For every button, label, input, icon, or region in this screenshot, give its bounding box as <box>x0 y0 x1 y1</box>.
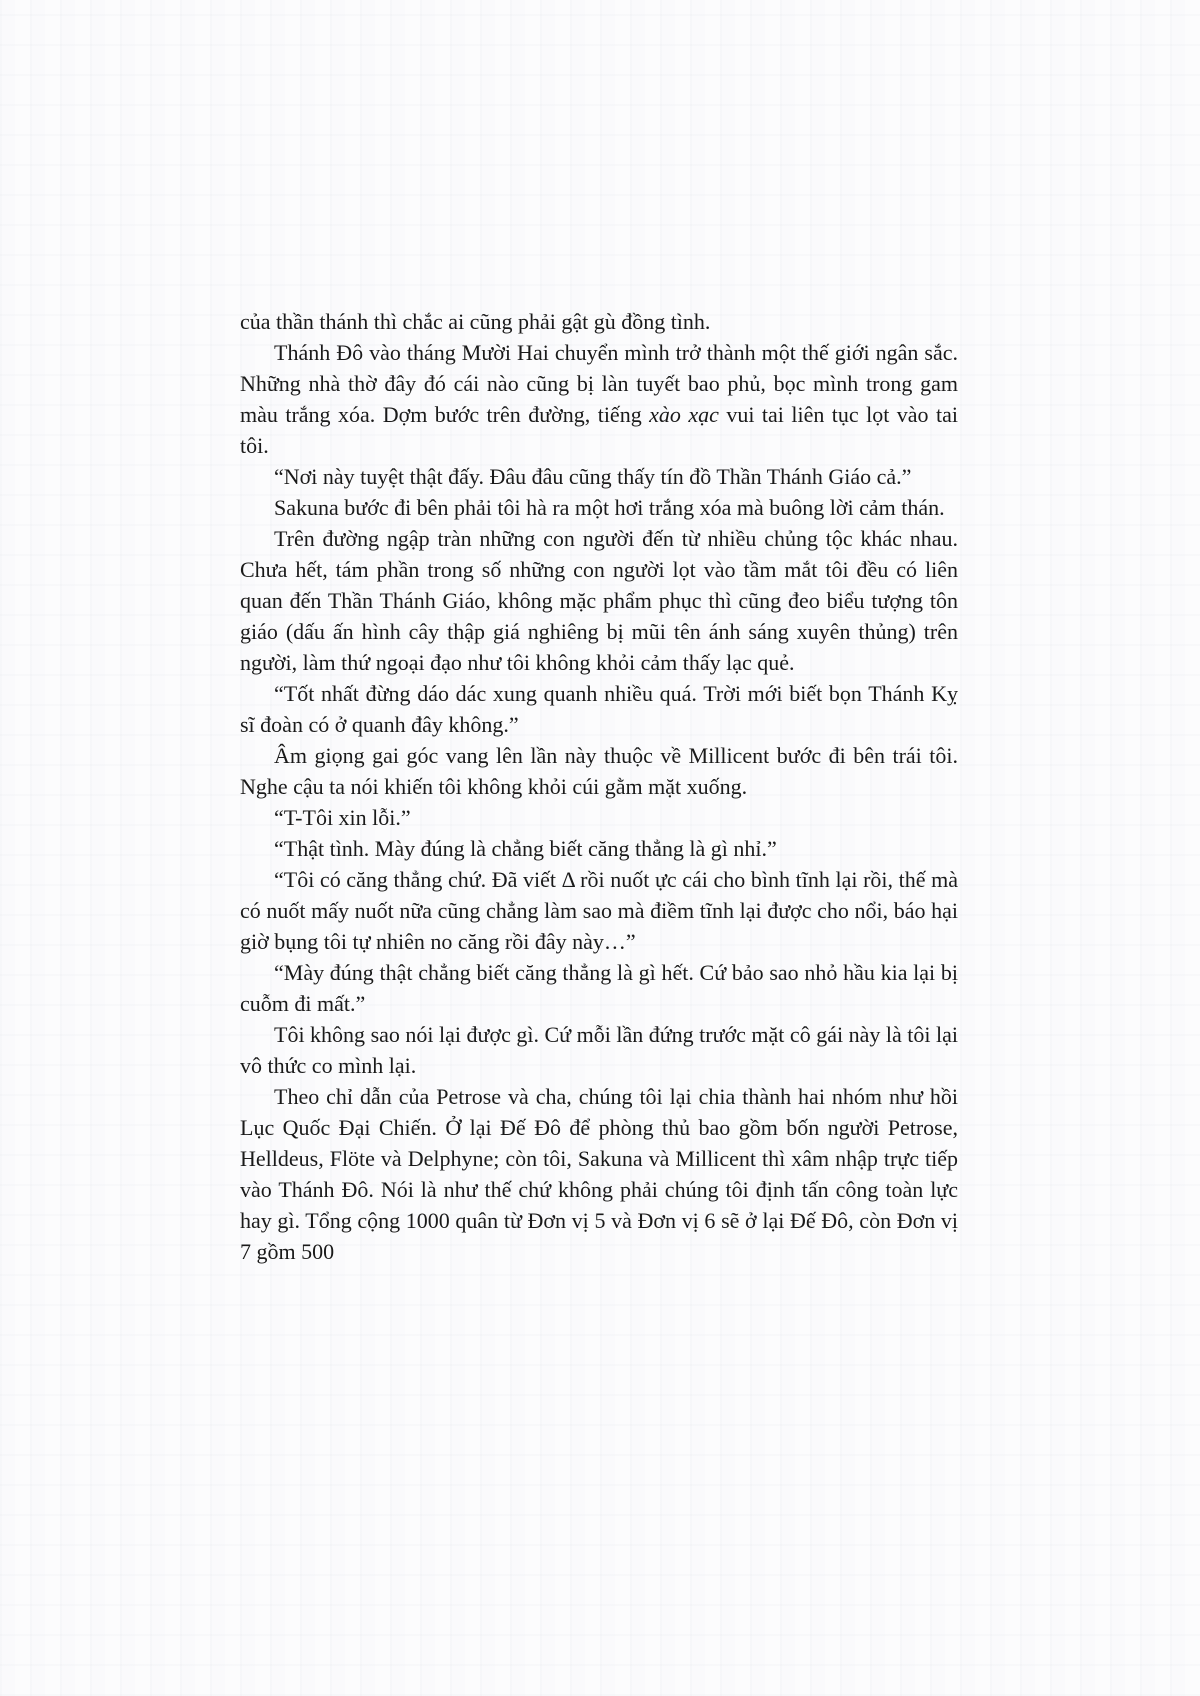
paragraph <box>240 492 958 523</box>
text-segment: của thần thánh thì chắc ai cũng phải gật gù đồng tình. <box>240 309 711 334</box>
paragraph <box>240 337 958 461</box>
paragraph <box>240 523 958 678</box>
text-segment: “Thật tình. Mày đúng là chẳng biết căng thẳng là gì nhỉ.” <box>274 836 777 861</box>
paragraph <box>240 833 958 864</box>
text-segment: vui tai liên tục lọt vào tai tôi. <box>240 402 958 458</box>
text-segment: Thánh Đô vào tháng Mười Hai chuyển mình trở thành một thế giới ngân sắc. Những nhà thờ đây đó cái nào cũng bị làn tuyết bao phủ, bọc mình trong gam màu trắng xóa. Dợm bước trên đường, tiếng <box>240 340 958 427</box>
text-segment: Theo chỉ dẫn của Petrose và cha, chúng tôi lại chia thành hai nhóm như hồi Lục Quốc Đại Chiến. Ở lại Đế Đô để phòng thủ bao gồm bốn người Petrose, Helldeus, Flöte và Delphyne; còn tôi, Sakuna và Millicent thì xâm nhập trực tiếp vào Thánh Đô. Nói là như thế chứ không phải chúng tôi định tấn công toàn lực hay gì. Tổng cộng 1000 quân từ Đơn vị 5 và Đơn vị 6 sẽ ở lại Đế Đô, còn Đơn vị 7 gồm 500 <box>240 1084 958 1264</box>
paragraph <box>240 957 958 1019</box>
text-segment: Trên đường ngập tràn những con người đến từ nhiều chủng tộc khác nhau. Chưa hết, tám phần trong số những con người lọt vào tầm mắt tôi đều có liên quan đến Thần Thánh Giáo, không mặc phẩm phục thì cũng đeo biểu tượng tôn giáo (dấu ấn hình cây thập giá nghiêng bị mũi tên ánh sáng xuyên thủng) trên người, làm thứ ngoại đạo như tôi không khỏi cảm thấy lạc quẻ. <box>240 526 958 675</box>
paragraph <box>240 864 958 957</box>
paragraph <box>240 1081 958 1267</box>
paragraph <box>240 306 958 337</box>
paragraph <box>240 461 958 492</box>
text-segment: “Mày đúng thật chẳng biết căng thẳng là gì hết. Cứ bảo sao nhỏ hầu kia lại bị cuỗm đi mất.” <box>240 960 958 1016</box>
text-segment: “Tốt nhất đừng dáo dác xung quanh nhiều quá. Trời mới biết bọn Thánh Kỵ sĩ đoàn có ở quanh đây không.” <box>240 681 958 737</box>
text-segment: Sakuna bước đi bên phải tôi hà ra một hơi trắng xóa mà buông lời cảm thán. <box>274 495 945 520</box>
paragraph <box>240 740 958 802</box>
paragraph <box>240 802 958 833</box>
text-segment: “Nơi này tuyệt thật đấy. Đâu đâu cũng thấy tín đồ Thần Thánh Giáo cả.” <box>274 464 912 489</box>
text-segment: “Tôi có căng thẳng chứ. Đã viết Δ rồi nuốt ực cái cho bình tĩnh lại rồi, thế mà có nuốt mấy nuốt nữa cũng chẳng làm sao mà điềm tĩnh lại được cho nổi, báo hại giờ bụng tôi tự nhiên no căng rồi đây này…” <box>240 867 958 954</box>
text-segment: “T-Tôi xin lỗi.” <box>274 805 411 830</box>
paragraph <box>240 1019 958 1081</box>
text-segment: Âm giọng gai góc vang lên lần này thuộc về Millicent bước đi bên trái tôi. Nghe cậu ta nói khiến tôi không khỏi cúi gằm mặt xuống. <box>240 743 958 799</box>
paragraph <box>240 678 958 740</box>
page-text-block <box>240 306 958 1267</box>
text-segment: Tôi không sao nói lại được gì. Cứ mỗi lần đứng trước mặt cô gái này là tôi lại vô thức co mình lại. <box>240 1022 958 1078</box>
italic-text-segment: xào xạc <box>649 402 719 427</box>
